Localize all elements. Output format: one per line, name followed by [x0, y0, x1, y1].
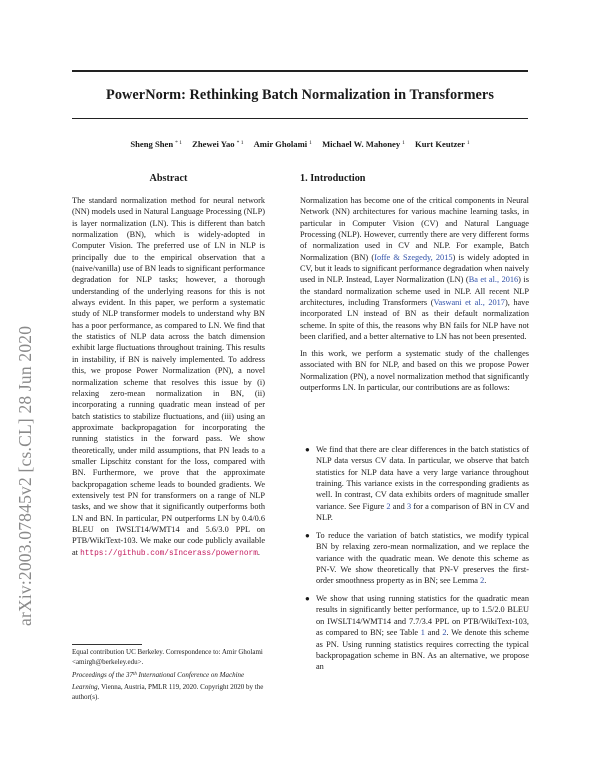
code-url-link[interactable]: https://github.com/sIncerass/powernorm	[80, 549, 258, 558]
author: Kurt Keutzer $^1$	[415, 139, 470, 149]
author: Sheng Shen $^{* 1}$	[130, 139, 182, 149]
abstract-heading: Abstract	[149, 173, 188, 184]
author: Michael W. Mahoney $^1$	[322, 139, 405, 149]
title-rule-bottom	[72, 118, 528, 119]
intro-paragraph-1: Normalization has become one of the critical components in Neural Network (NN) architectures for various machine learning tasks, in particular in Computer Vision (CV) and Natural Language Processing (NLP). However, currently there are very different forms of normalization used in CV and NLP. For example, Batch Normalization (BN) (Ioffe & Szegedy, 2015) is widely adopted in CV, but it leads to significant performance degradation when naively used in NLP. Instead, Layer Normalization (LN) (Ba et al., 2016) is the standard normalization scheme used in NLP. All recent NLP architectures, including Transformers (Vaswani et al., 2017), have incorporated LN instead of BN as their default normalization scheme. In spite of this, the reasons why BN fails for NLP have not been clarified, and a better alternative to LN has not been presented.	[300, 196, 530, 342]
figure-ref-link[interactable]: 2	[386, 501, 391, 511]
bullet-icon: ●	[305, 594, 310, 604]
table-ref-link[interactable]: 1	[420, 628, 425, 638]
bullet-icon: ●	[305, 530, 310, 540]
title-rule-top	[72, 70, 528, 72]
citation-link[interactable]: Vaswani et al., 2017	[433, 298, 505, 308]
abstract-body: The standard normalization method for neural network (NN) models used in Natural Language Processing (NLP) is layer normalization (LN). This is different than batch normalization (BN), which is widely-adopted in Computer Vision. The preferred use of LN in NLP is principally due to the empirical observation that a (naive/vanilla) use of BN leads to significant performance degradation for NLP tasks; however, a thorough understanding of the underlying reasons for this is not always evident. In this paper, we perform a systematic study of NLP transformer models to understand why BN has a poor performance, as compared to LN. We find that the statistics of NLP data across the batch dimension exhibit large fluctuations throughout training. This results in instability, if BN is naively implemented. To address this, we propose Power Normalization (PN), a novel normalization scheme that resolves this issue by (i) relaxing zero-mean normalization in BN, (ii) incorporating a running quadratic mean instead of per batch statistics to stabilize fluctuations, and (iii) using an approximate backpropagation for incorporating the running statistics in the forward pass. We show theoretically, under mild assumptions, that PN leads to a smaller Lipschitz constant for the loss, compared with BN. Furthermore, we prove that the approximate backpropagation scheme leads to bounded gradients. We extensively test PN for transformers on a range of NLP tasks, and we show that it significantly outperforms both LN and BN. In particular, PN outperforms LN by 0.4/0.6 BLEU on IWSLT14/WMT14 and 5.6/3.0 PPL on PTB/WikiText-103. We make our code publicly available at https://github.com/sIncerass/powernorm.	[72, 196, 265, 558]
intro-paragraph-2: In this work, we perform a systematic study of the challenges associated with BN for NLP, and based on this we propose Power Normalization (PN), a novel normalization method that significantly outperforms LN. In particular, our contributions are as follows:	[300, 349, 529, 393]
table-ref-link[interactable]: 2	[442, 628, 447, 638]
footnote	[72, 644, 265, 667]
list-item: ● To reduce the variation of batch statistics, we modify typical BN by relaxing zero-mean normalization, and we replace the variance with the quadratic mean. We denote this scheme as PN-V. We show theoretically that PN-V preserves the first-order smoothness property as in BN; see Lemma 2.	[305, 530, 529, 586]
author: Amir Gholami $^1$	[253, 139, 312, 149]
arxiv-identifier: arXiv:2003.07845v2 [cs.CL] 28 Jun 2020	[15, 325, 35, 626]
lemma-ref-link[interactable]: 2	[480, 576, 485, 586]
proceedings-note: Proceedings of the 37th International Conference on Machine Learning, Vienna, Austria, PMLR 119, 2020. Copyright 2020 by the author(s).	[72, 671, 264, 701]
bullet-icon: ●	[305, 445, 310, 454]
author-list	[72, 139, 528, 149]
contribution-list	[300, 444, 529, 679]
figure-ref-link[interactable]: 3	[406, 501, 412, 511]
list-item: ● We show that using running statistics for the quadratic mean results in significantly better performance, up to 1.5/2.0 BLEU on IWSLT14/WMT14 and 7.7/3.4 PPL on PTB/WikiText-103, as compared to BN; see Table 1 and 2. We denote this scheme as PN. Using running statistics requires correcting the typical backpropagation scheme in BN. As an alternative, we propose an	[305, 594, 529, 672]
citation-link[interactable]: Ba et al., 2016	[468, 275, 519, 285]
introduction-heading: 1. Introduction	[300, 173, 366, 184]
author: Zhewei Yao $^{* 1}$	[192, 139, 244, 149]
citation-link[interactable]: Ioffe & Szegedy, 2015	[374, 252, 453, 262]
paper-title: PowerNorm: Rethinking Batch Normalization in Transformers	[106, 87, 494, 103]
list-item: ● We find that there are clear differences in the batch statistics of NLP data versus CV data. In particular, we observe that batch statistics for NLP data have a very large variance throughout training. This variance exists in the corresponding gradients as well. In contrast, CV data exhibits orders of magnitude smaller variance. See Figure 2 and 3 for a comparison of BN in CV and NLP.	[305, 445, 529, 523]
footnote-text: Equal contribution UC Berkeley. Correspondence to: Amir Gholami <amirgh@berkeley.edu>.	[72, 648, 263, 666]
footnote-rule	[72, 644, 142, 645]
